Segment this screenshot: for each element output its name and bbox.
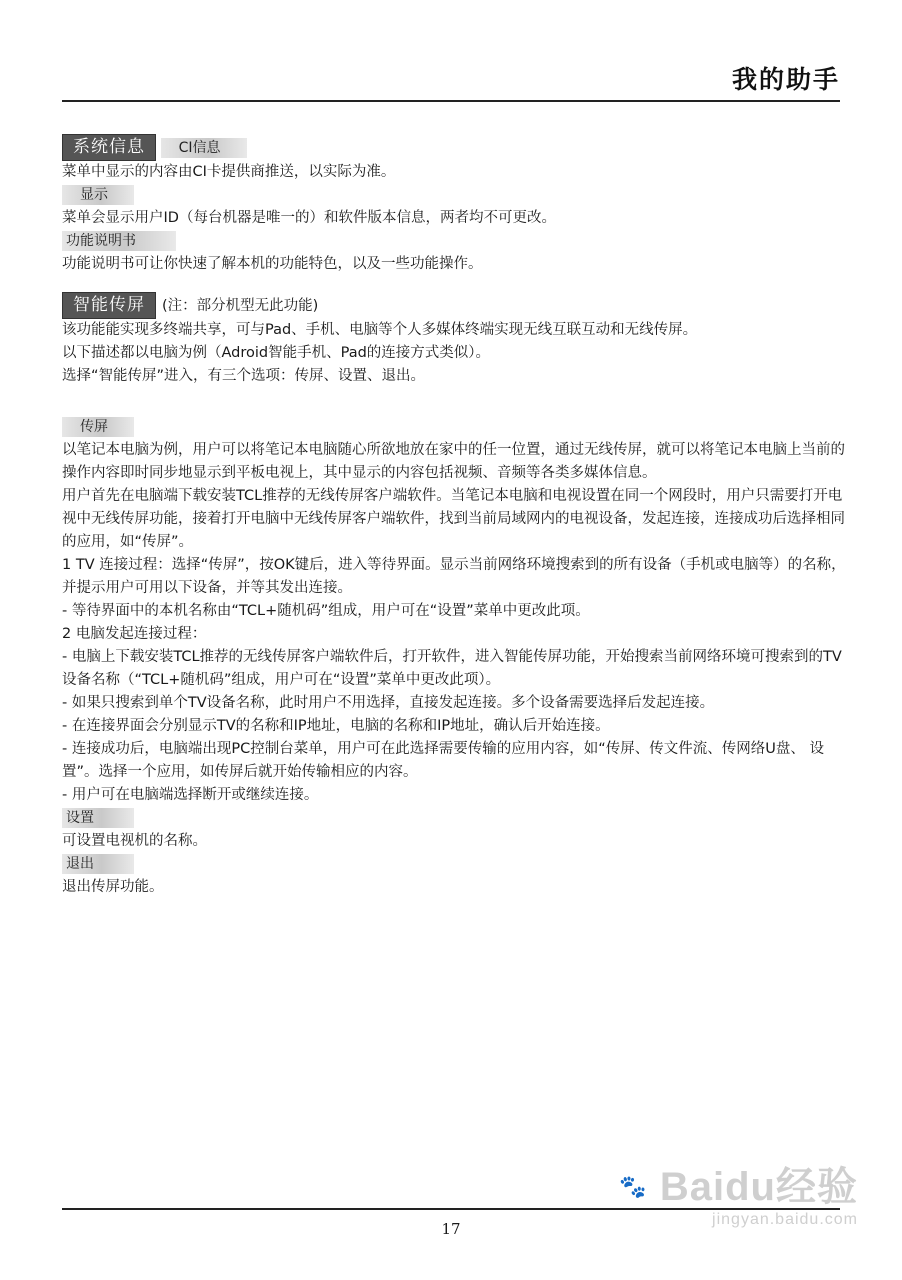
- header-divider: [62, 100, 840, 102]
- subheading-cast: 传屏: [62, 417, 134, 437]
- cast-paragraph: - 等待界面中的本机名称由“TCL+随机码”组成，用户可在“设置”菜单中更改此项。: [62, 603, 590, 619]
- page-header-title: 我的助手: [731, 65, 840, 94]
- section-title-smart-cast: 智能传屏: [62, 292, 156, 319]
- settings-text: 可设置电视机的名称。: [62, 833, 207, 849]
- watermark-site: jingyan.baidu.com: [712, 1211, 858, 1228]
- footer-divider: [62, 1208, 840, 1210]
- cast-paragraph: - 在连接界面会分别显示TV的名称和IP地址，电脑的名称和IP地址，确认后开始连接。: [62, 718, 610, 734]
- subheading-ci-info: CI信息: [161, 138, 247, 158]
- exit-text: 退出传屏功能。: [62, 879, 164, 895]
- subheading-manual: 功能说明书: [62, 231, 176, 251]
- paw-icon: 🐾: [619, 1174, 648, 1199]
- cast-paragraph: - 用户可在电脑端选择断开或继续连接。: [62, 787, 319, 803]
- cast-paragraph: - 连接成功后，电脑端出现PC控制台菜单，用户可在此选择需要传输的应用内容，如“传屏、传文件流、传网络U盘、 设置”。选择一个应用，如传屏后就开始传输相应的内容。: [62, 741, 824, 780]
- cast-paragraph: - 如果只搜索到单个TV设备名称，此时用户不用选择，直接发起连接。多个设备需要选择后发起连接。: [62, 695, 715, 711]
- subheading-display: 显示: [62, 185, 134, 205]
- smart-cast-intro-3: 选择“智能传屏”进入，有三个选项：传屏、设置、退出。: [62, 368, 426, 384]
- watermark-logo: [619, 1165, 858, 1209]
- subheading-exit: 退出: [62, 854, 134, 874]
- cast-paragraph: 用户首先在电脑端下载安装TCL推荐的无线传屏客户端软件。当笔记本电脑和电视设置在同一个网段时，用户只需要打开电视中无线传屏功能，接着打开电脑中无线传屏客户端软件，找到当前局域网内的电视设备，发起连接，连接成功后选择相同的应用，如“传屏”。: [62, 488, 845, 550]
- page-content: [62, 118, 846, 899]
- cast-paragraph: - 电脑上下载安装TCL推荐的无线传屏客户端软件后，打开软件，进入智能传屏功能，开始搜索当前网络环境可搜索到的TV设备名称（“TCL+随机码”组成，用户可在“设置”菜单中更改此项）。: [62, 649, 842, 688]
- smart-cast-heading-row: [62, 292, 846, 319]
- cast-paragraph: 1 TV 连接过程：选择“传屏”，按OK键后，进入等待界面。显示当前网络环境搜索到的所有设备（手机或电脑等）的名称，并提示用户可用以下设备，并等其发出连接。: [62, 557, 846, 596]
- smart-cast-note: (注：部分机型无此功能): [162, 298, 319, 314]
- smart-cast-intro-2: 以下描述都以电脑为例（Adroid智能手机、Pad的连接方式类似）。: [62, 345, 491, 361]
- smart-cast-intro-1: 该功能能实现多终端共享，可与Pad、手机、电脑等个人多媒体终端实现无线互联互动和无线传屏。: [62, 322, 698, 338]
- ci-info-text: 菜单中显示的内容由CI卡提供商推送，以实际为准。: [62, 164, 396, 180]
- page-number: 17: [441, 1220, 461, 1238]
- display-text: 菜单会显示用户ID（每台机器是唯一的）和软件版本信息，两者均不可更改。: [62, 210, 556, 226]
- cast-paragraph: 2 电脑发起连接过程：: [62, 626, 207, 642]
- watermark-logo-text: Baidu经验: [659, 1165, 858, 1209]
- manual-text: 功能说明书可让你快速了解本机的功能特色，以及一些功能操作。: [62, 256, 483, 272]
- cast-paragraph: 以笔记本电脑为例，用户可以将笔记本电脑随心所欲地放在家中的任一位置，通过无线传屏，就可以将笔记本电脑上当前的操作内容即时同步地显示到平板电视上，其中显示的内容包括视频、音频等各类多媒体信息。: [62, 442, 845, 481]
- subheading-settings: 设置: [62, 808, 134, 828]
- section-title-system-info: 系统信息: [62, 134, 156, 161]
